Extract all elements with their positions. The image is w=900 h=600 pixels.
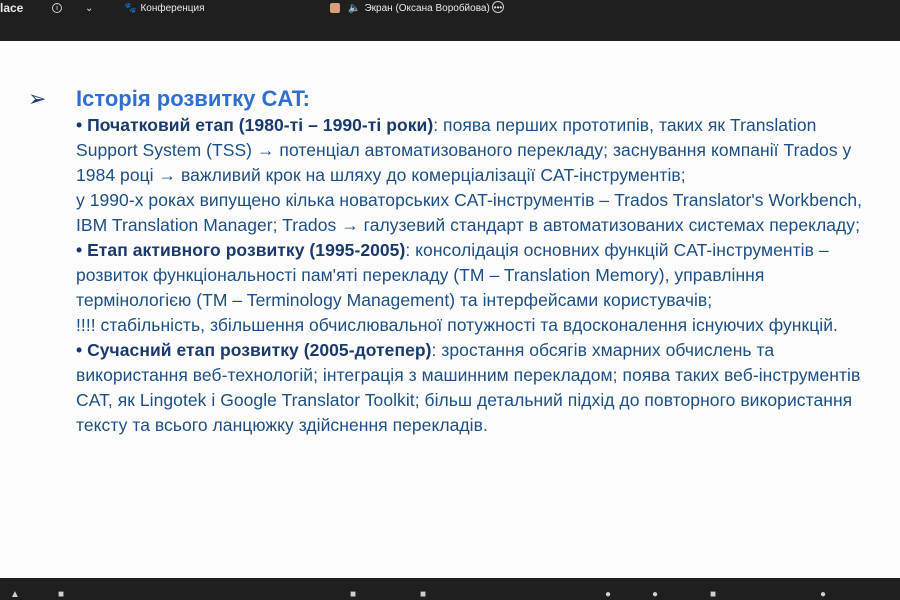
chat-icon[interactable]: ■ — [420, 589, 427, 600]
meeting-controls-bar — [0, 578, 900, 600]
chevron-down-button[interactable] — [85, 0, 93, 16]
screen-share-tab[interactable] — [348, 0, 490, 16]
video-icon[interactable]: ■ — [58, 589, 65, 600]
slide-paragraph — [76, 313, 876, 338]
share-icon[interactable]: ● — [605, 589, 612, 600]
stage-text: : зростання обсягів хмарних обчислень та використання веб-технологій; інтеграція з машинним перекладом; поява таких веб-інструментів CAT, як Lingotek і Google Translator Toolkit; більш детальний підхід до повторного використання тексту та всього ланцюжку здійснення перекладів. — [76, 340, 861, 435]
stage-text: : поява перших прототипів, таких як Translation Support System (TSS) → потенціал автоматизованого перекладу; заснування компанії Trados у 1984 році → важливий крок на шляху до комерціалізації CAT-інструментів; — [76, 115, 852, 185]
slide-paragraph — [76, 338, 876, 438]
speaker-icon: 🔈 — [348, 2, 361, 14]
participants-icon[interactable]: ■ — [350, 589, 357, 600]
meeting-top-bar — [0, 0, 900, 41]
more-icon: ••• — [493, 3, 503, 12]
slide-paragraph — [76, 113, 876, 188]
conference-label: Конференция — [140, 2, 205, 14]
stage-heading: • Етап активного розвитку (1995-2005) — [76, 240, 406, 260]
info-button[interactable] — [52, 0, 62, 16]
record-icon[interactable]: ● — [652, 589, 659, 600]
slide-content — [76, 113, 876, 438]
presenter-avatar — [330, 3, 340, 13]
paw-icon: 🐾 — [124, 2, 137, 14]
mic-icon[interactable]: ▲ — [10, 589, 20, 600]
reactions-icon[interactable]: ■ — [710, 589, 717, 600]
stage-text: !!!! стабільність, збільшення обчислювальної потужності та вдосконалення існуючих функцій. — [76, 315, 838, 335]
apps-icon[interactable]: ● — [820, 589, 827, 600]
info-icon: i — [52, 3, 62, 13]
shared-slide — [0, 41, 900, 578]
conference-tab[interactable] — [124, 0, 205, 16]
stage-text: : консолідація основних функцій CAT-інструментів – розвиток функціональності пам'яті перекладу (TM – Translation Memory), управління термінологією (TM – Terminology Management) та інтерфейсами користувачів; — [76, 240, 829, 310]
arrow-bullet-icon: ➢ — [28, 86, 47, 111]
stage-heading: • Сучасний етап розвитку (2005-дотепер) — [76, 340, 432, 360]
stage-text: у 1990-х роках випущено кілька новаторських CAT-інструментів – Trados Translator's Workbench, IBM Translation Manager; Trados → галузевий стандарт в автоматизованих системах перекладу; — [76, 190, 863, 235]
slide-paragraph — [76, 188, 876, 238]
chevron-down-icon: ⌄ — [85, 2, 94, 14]
app-title-partial: lace — [0, 1, 24, 15]
more-options-button[interactable] — [492, 1, 504, 13]
stage-heading: • Початковий етап (1980-ті – 1990-ті роки) — [76, 115, 434, 135]
slide-title: Історія розвитку CAT: — [76, 86, 310, 111]
screen-share-label: Экран (Оксана Воробйова) — [364, 2, 490, 14]
slide-paragraph — [76, 238, 876, 313]
